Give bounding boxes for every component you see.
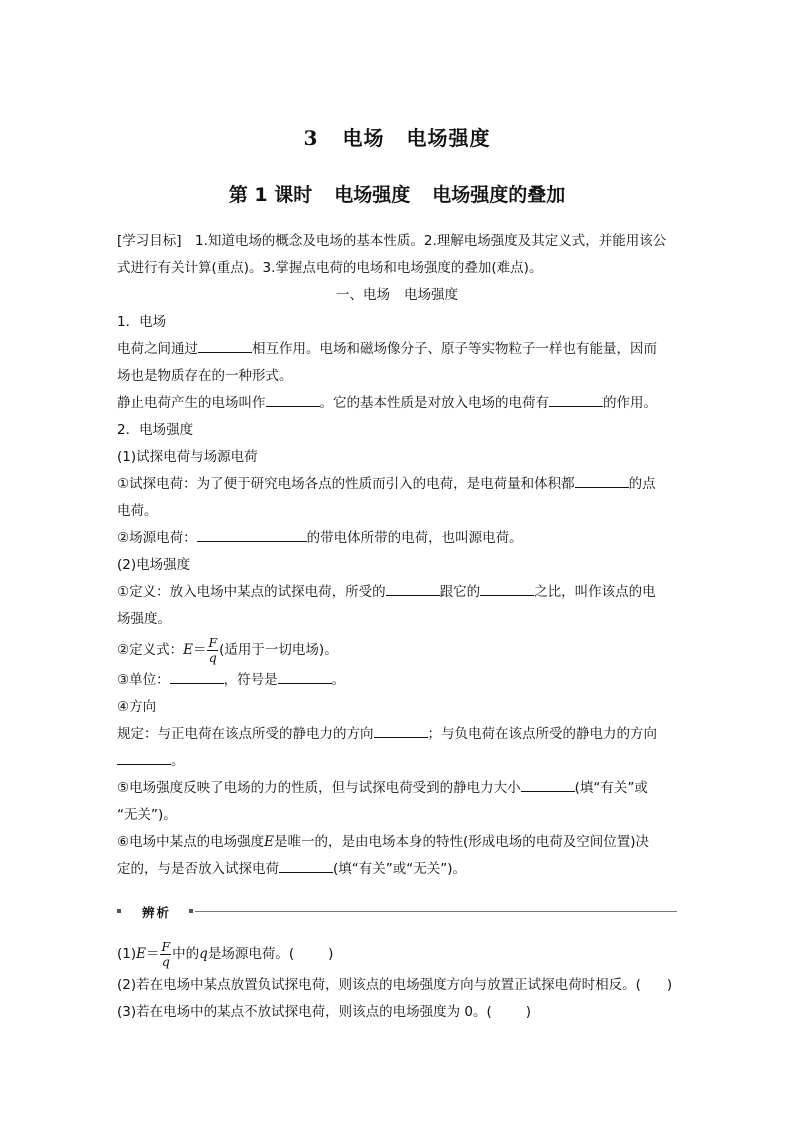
fill-blank[interactable] [521,777,575,792]
fill-blank[interactable] [549,392,603,407]
lesson-part-2: 电场强度 [334,184,411,206]
lesson-part-3: 电场强度的叠加 [432,184,566,206]
point-5-line: ⑤电场强度反映了电场的力的性质，但与试探电荷受到的静电力大小 (填“有关”或 [117,775,677,802]
fill-blank[interactable] [170,669,224,684]
square-bullet-icon [189,909,193,913]
chapter-title [0,122,794,151]
fill-blank[interactable] [278,669,332,684]
point-6-line-cont: 定的，与是否放入试探电荷 (填“有关”或“无关”)。 [117,856,677,883]
fill-blank[interactable] [386,581,440,596]
fill-blank[interactable] [374,723,428,738]
formula-fraction: $\frac{F}{q}$ [208,634,218,665]
field-heading: 1．电场 [117,314,167,330]
analysis-question-2: (2)若在电场中某点放置负试探电荷，则该点的电场强度方向与放置正试探电荷时相反。( ) [117,977,673,993]
definition-line: ①定义：放入电场中某点的试探电荷，所受的 跟它的 之比，叫作该点的电 [117,579,677,606]
strength-heading: 2．电场强度 [117,422,194,438]
analysis-body [117,936,677,1026]
source-charge-line: ②场源电荷： 的带电体所带的电荷，也叫源电荷。 [117,525,677,552]
lesson-title [0,180,794,207]
fill-blank[interactable] [197,527,307,542]
question-fraction: $\frac{F}{q}$ [161,938,171,969]
direction-line-cont: 。 [117,748,677,775]
section-heading [117,282,677,309]
field-paragraph-1-cont: 场也是物质存在的一种形式。 [117,368,293,384]
formula-symbol-e: E [183,642,193,658]
objectives-line-1: [学习目标] 1.知道电场的概念及电场的基本性质。2.理解电场强度及其定义式，并能用该公 [117,233,667,249]
analysis-label: 辨析 [142,905,172,920]
fill-blank[interactable] [198,338,252,353]
strength-subheading-1: (1)试探电荷与场源电荷 [117,449,258,465]
fill-blank[interactable] [480,581,534,596]
section-heading-a: 一、电场 [336,287,390,303]
chapter-number: 3 [303,126,319,150]
strength-subheading-2: (2)电场强度 [117,557,191,573]
direction-heading: ④方向 [117,699,157,715]
fill-blank[interactable] [117,750,171,765]
analysis-question-1: (1)E＝ $\frac{F}{q}$ 中的q是场源电荷。( ) [117,938,334,969]
formula-line: ②定义式：E＝ $\frac{F}{q}$ (适用于一切电场)。 [117,634,338,665]
objectives-line-2: 式进行有关计算(重点)。3.掌握点电荷的电场和电场强度的叠加(难点)。 [117,260,543,276]
direction-line: 规定：与正电荷在该点所受的静电力的方向 ；与负电荷在该点所受的静电力的方向 [117,721,677,748]
field-paragraph-2: 静止电荷产生的电场叫作 。它的基本性质是对放入电场的电荷有 的作用。 [117,390,677,417]
test-charge-line-cont: 电荷。 [117,503,158,519]
unit-line: ③单位： ，符号是 。 [117,667,677,694]
definition-line-cont: 场强度。 [117,611,171,627]
test-charge-line: ①试探电荷：为了便于研究电场各点的性质而引入的电荷，是电荷量和体积都 的点 [117,471,677,498]
divider-line [195,911,677,912]
analysis-question-3: (3)若在电场中的某点不放试探电荷，则该点的电场强度为 0。( ) [117,1004,532,1020]
point-6-line: ⑥电场中某点的电场强度E是唯一的，是由电场本身的特性(形成电场的电荷及空间位置)决 [117,834,650,850]
fill-blank[interactable] [575,473,629,488]
analysis-divider [117,903,677,919]
point-5-line-cont: “无关”)。 [117,807,177,823]
fill-blank[interactable] [266,392,320,407]
square-bullet-icon [117,909,121,913]
field-paragraph-1: 电荷之间通过 相互作用。电场和磁场像分子、原子等实物粒子一样也有能量，因而 [117,336,677,363]
chapter-word-2: 电场强度 [406,126,491,150]
chapter-word-1: 电场 [342,126,385,150]
lesson-part-1: 第 1 课时 [228,184,313,206]
section-heading-b: 电场强度 [404,287,458,303]
fill-blank[interactable] [279,858,333,873]
main-body [117,228,677,883]
